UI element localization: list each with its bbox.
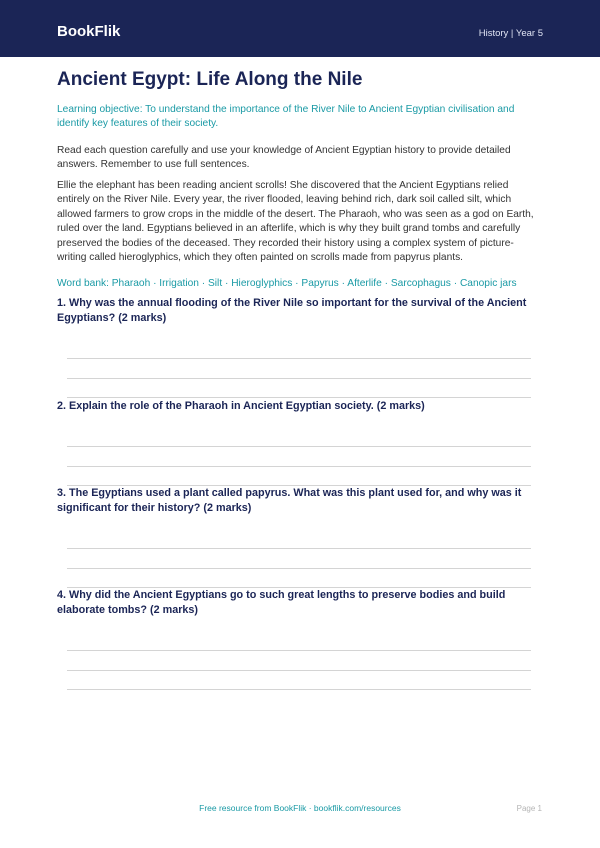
answer-line[interactable] [67,568,531,569]
question-3 [57,486,543,516]
page-title: Ancient Egypt: Life Along the Nile [57,69,363,90]
subject-year-label: History | Year 5 [478,28,543,39]
instructions: Read each question carefully and use your knowledge of Ancient Egyptian history to provide detailed answers. Remember to use full sentences. [57,145,511,170]
answer-line[interactable] [67,397,531,398]
question-2 [57,399,543,414]
learning-objective: Learning objective: To understand the importance of the River Nile to Ancient Egyptian civilisation and identify key features of their society. [57,104,515,129]
worksheet-intro [57,67,543,291]
footer-resource-link[interactable]: Free resource from BookFlik · bookflik.com/resources [199,803,401,813]
page-number: Page 1 [516,804,542,813]
question-1 [57,296,543,326]
answer-line[interactable] [67,670,531,671]
answer-line[interactable] [67,689,531,690]
answer-line[interactable] [67,466,531,467]
page-header [0,0,600,57]
question-text: 2. Explain the role of the Pharaoh in Ancient Egyptian society. (2 marks) [57,400,425,412]
answer-line[interactable] [67,650,531,651]
reading-passage: Ellie the elephant has been reading ancient scrolls! She discovered that the Ancient Egyptians relied entirely on the River Nile. Every year, the river flooded, leaving behind rich, dark soil called silt, which allowed farmers to grow crops in the middle of the desert. The Pharaoh, who was seen as a god on Earth, ruled over the land. Egyptians believed in an afterlife, which is why they built grand tombs and carefully preserved the bodies of the deceased. They recorded their history using a complex system of picture-writing called hieroglyphics, which they often painted on scrolls made from papyrus plants. [57,180,534,264]
question-text: 4. Why did the Ancient Egyptians go to such great lengths to preserve bodies and build elaborate tombs? (2 marks) [57,589,506,616]
question-text: 3. The Egyptians used a plant called papyrus. What was this plant used for, and why was it significant for their history? (2 marks) [57,487,522,514]
brand-logo: BookFlik [57,23,121,40]
answer-line[interactable] [67,548,531,549]
question-4 [57,588,543,618]
answer-line[interactable] [67,378,531,379]
answer-line[interactable] [67,358,531,359]
word-bank: Word bank: Pharaoh · Irrigation · Silt · Hieroglyphics · Papyrus · Afterlife · Sarcophagus · Canopic jars [57,278,517,290]
answer-line[interactable] [67,446,531,447]
question-text: 1. Why was the annual flooding of the River Nile so important for the survival of the Ancient Egyptians? (2 marks) [57,297,527,324]
